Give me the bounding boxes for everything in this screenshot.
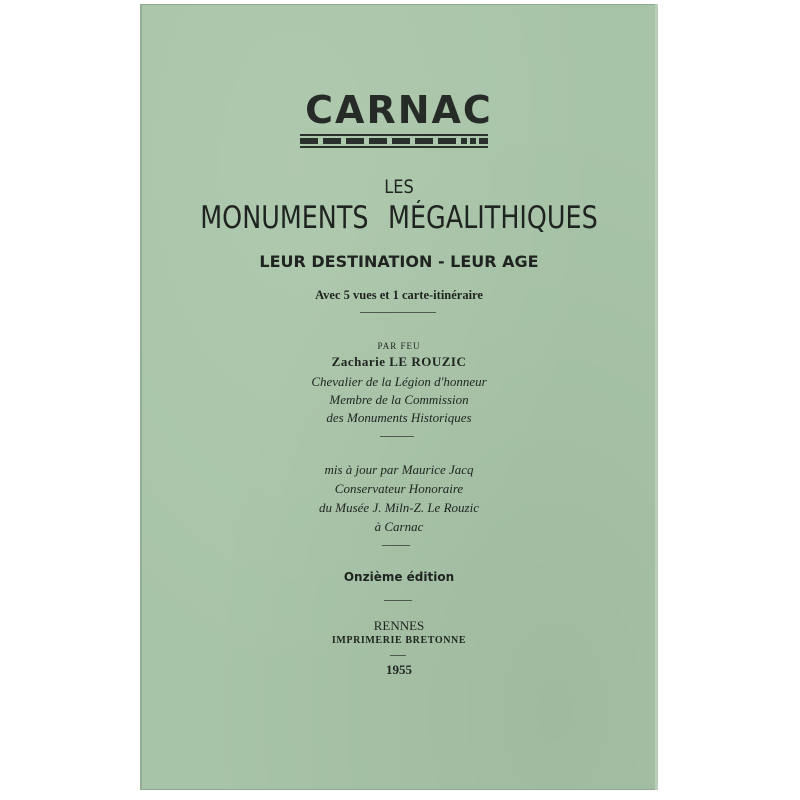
cover-title: CARNAC bbox=[305, 88, 493, 132]
update-credit-line: à Carnac bbox=[374, 519, 424, 534]
update-credit-line: Conservateur Honoraire bbox=[334, 481, 464, 496]
par-feu-label: PAR FEU bbox=[377, 341, 421, 351]
edition-label: Onzième édition bbox=[343, 570, 455, 584]
divider-rule bbox=[360, 312, 436, 313]
subtitle-main: MONUMENTS MÉGALITHIQUES bbox=[200, 200, 598, 236]
publication-year: 1955 bbox=[386, 662, 412, 677]
divider-rule bbox=[380, 436, 414, 437]
update-credit-line: du Musée J. Miln-Z. Le Rouzic bbox=[319, 500, 479, 515]
subtitle-les: LES bbox=[384, 176, 414, 198]
author-title-line: Membre de la Commission bbox=[329, 392, 469, 407]
title-ornament bbox=[300, 134, 488, 148]
divider-rule bbox=[390, 655, 406, 656]
book-cover bbox=[140, 4, 658, 790]
illustrations-note: Avec 5 vues et 1 carte-itinéraire bbox=[315, 288, 483, 302]
update-credit-line: mis à jour par Maurice Jacq bbox=[324, 462, 474, 477]
publisher-city: RENNES bbox=[373, 618, 425, 633]
divider-rule bbox=[382, 545, 410, 546]
subtitle-destination: LEUR DESTINATION - LEUR AGE bbox=[259, 252, 539, 271]
author-title-line: des Monuments Historiques bbox=[326, 410, 472, 425]
printer-name: IMPRIMERIE BRETONNE bbox=[331, 635, 467, 646]
divider-rule bbox=[384, 600, 412, 601]
author-name: Zacharie LE ROUZIC bbox=[331, 354, 467, 369]
author-title-line: Chevalier de la Légion d'honneur bbox=[311, 374, 487, 389]
